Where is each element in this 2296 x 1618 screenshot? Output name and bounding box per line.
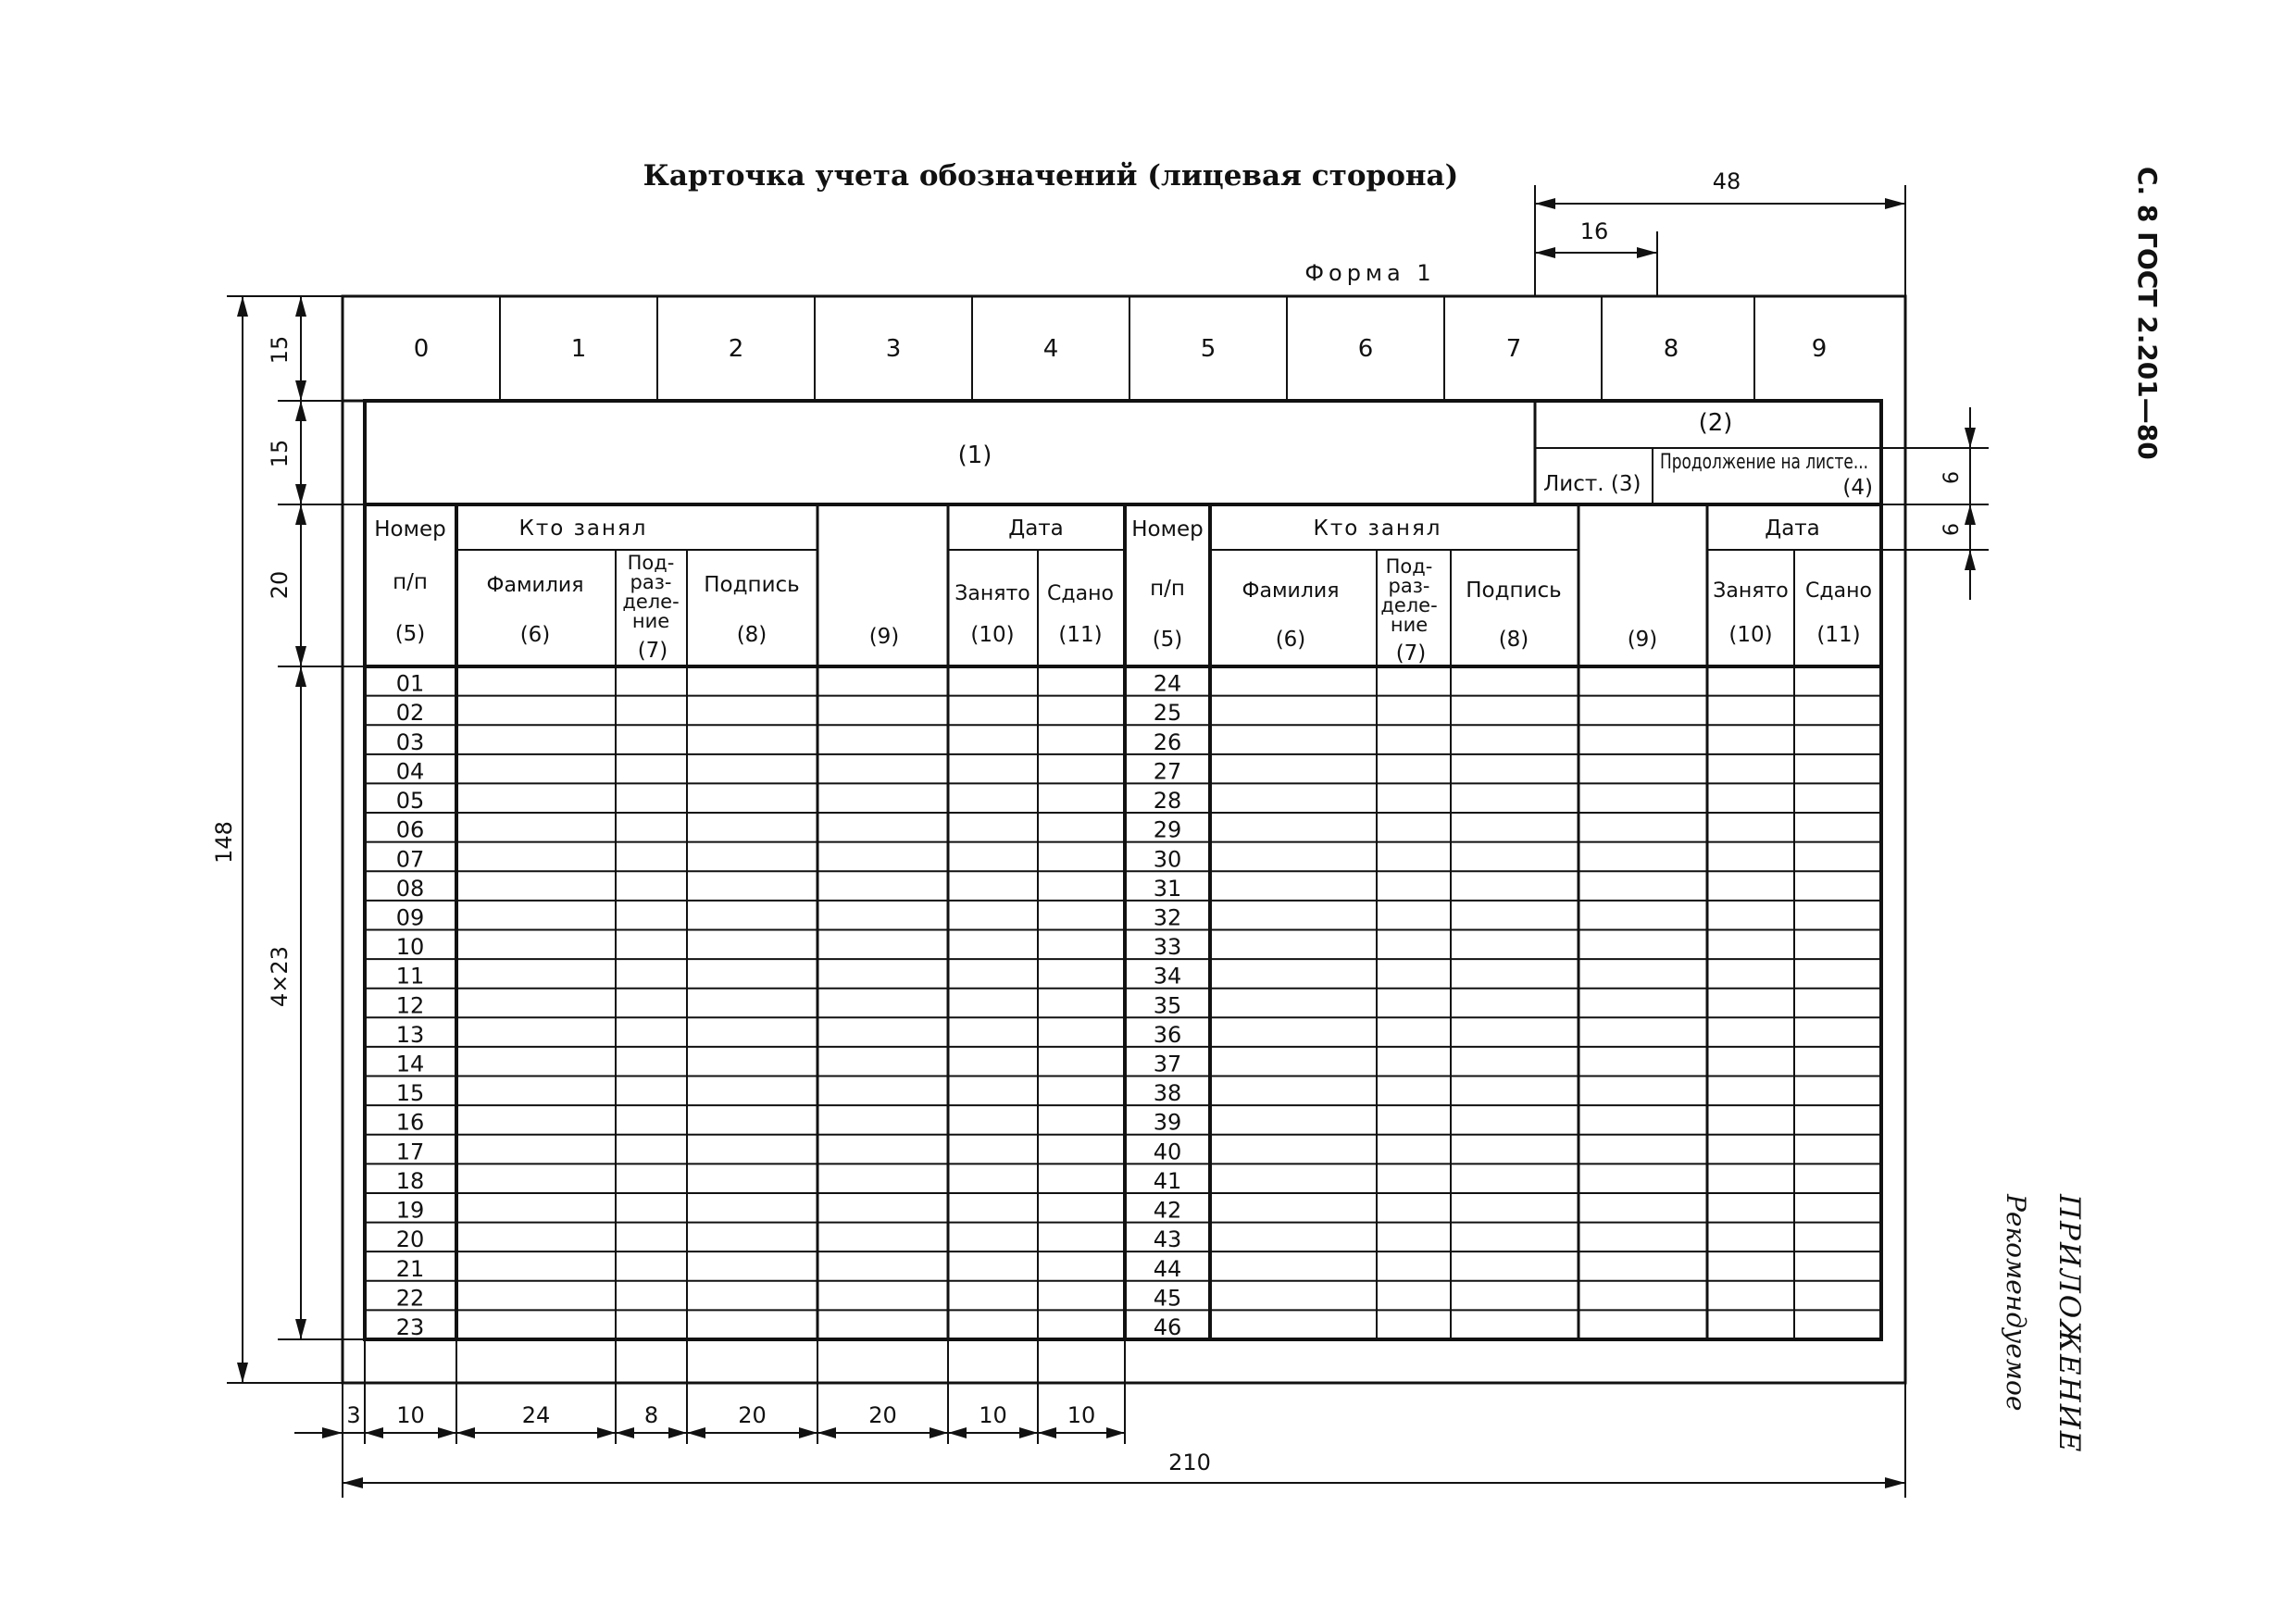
signature-code: (8) bbox=[736, 623, 767, 647]
row-number-left: 01 bbox=[395, 670, 425, 697]
number-label-right: Номер bbox=[1131, 517, 1204, 541]
number-code: (5) bbox=[394, 622, 426, 646]
row-number-right: 39 bbox=[1153, 1109, 1182, 1136]
dim-arrow bbox=[817, 1427, 836, 1438]
who-occupied-label: Кто занял bbox=[518, 517, 648, 541]
dim-top-sub: 16 bbox=[1579, 218, 1609, 244]
header-block bbox=[365, 401, 1881, 504]
dept-code: (7) bbox=[637, 639, 668, 663]
dim-column-width: 3 bbox=[346, 1402, 361, 1428]
number-label: Номер bbox=[374, 517, 446, 541]
dim-column-width: 20 bbox=[868, 1402, 897, 1428]
right-table-header bbox=[1131, 517, 1872, 666]
dim-arrow bbox=[668, 1427, 687, 1438]
taken-label: Занято bbox=[955, 582, 1030, 605]
signature-label-right: Подпись bbox=[1466, 579, 1562, 603]
col9-code: (9) bbox=[868, 625, 900, 649]
date-label-right: Дата bbox=[1765, 517, 1820, 541]
top-index-2: 2 bbox=[728, 335, 744, 363]
dim-column-width: 10 bbox=[396, 1402, 425, 1428]
surname-code: (6) bbox=[519, 623, 551, 647]
dim-right-a: 6 bbox=[1940, 471, 1964, 484]
left-table-header bbox=[374, 517, 1114, 663]
dim-row-a: 15 bbox=[267, 335, 293, 365]
returned-code-right: (11) bbox=[1816, 623, 1861, 647]
dim-arrow bbox=[1019, 1427, 1038, 1438]
top-index-8: 8 bbox=[1663, 335, 1679, 363]
dept-label-2-right: раз- bbox=[1388, 575, 1430, 597]
top-index-row bbox=[343, 296, 1827, 401]
top-index-9: 9 bbox=[1811, 335, 1828, 363]
dept-label-1-right: Под- bbox=[1385, 555, 1433, 578]
row-number-left: 05 bbox=[395, 788, 425, 815]
row-number-left: 18 bbox=[395, 1167, 425, 1194]
row-number-right: 46 bbox=[1153, 1314, 1182, 1340]
dimension-annotations bbox=[211, 168, 1989, 1498]
taken-code: (10) bbox=[970, 623, 1015, 647]
surname-code-right: (6) bbox=[1275, 628, 1306, 652]
dept-label-1: Под- bbox=[627, 552, 675, 574]
taken-label-right: Занято bbox=[1713, 579, 1789, 603]
dept-label-4-right: ние bbox=[1390, 614, 1429, 636]
dim-total-height: 148 bbox=[211, 821, 237, 864]
top-index-7: 7 bbox=[1505, 335, 1522, 363]
continued-on-sheet-label: Продолжение на листе... bbox=[1660, 451, 1868, 474]
signature-label: Подпись bbox=[704, 573, 800, 597]
dim-arrow bbox=[1106, 1427, 1125, 1438]
row-number-left: 23 bbox=[395, 1314, 425, 1340]
row-number-right: 38 bbox=[1153, 1080, 1182, 1107]
row-number-left: 11 bbox=[395, 963, 425, 989]
row-number-left: 10 bbox=[395, 934, 425, 961]
dim-arrow bbox=[687, 1427, 705, 1438]
row-number-right: 43 bbox=[1153, 1226, 1182, 1253]
top-index-0: 0 bbox=[413, 335, 430, 363]
returned-label: Сдано bbox=[1047, 582, 1114, 605]
dim-arrow bbox=[322, 1427, 343, 1438]
dept-label-4: ние bbox=[631, 610, 670, 632]
top-index-1: 1 bbox=[570, 335, 587, 363]
row-number-right: 42 bbox=[1153, 1197, 1182, 1224]
top-index-5: 5 bbox=[1200, 335, 1217, 363]
form-title: Карточка учета обозначений (лицевая сторона) bbox=[643, 159, 1459, 193]
signature-code-right: (8) bbox=[1498, 628, 1529, 652]
dim-arrow bbox=[456, 1427, 475, 1438]
continued-sheet-code: (4) bbox=[1842, 476, 1873, 500]
dim-column-width: 10 bbox=[979, 1402, 1007, 1428]
dim-arrow bbox=[438, 1427, 456, 1438]
surname-label-right: Фамилия bbox=[1242, 579, 1340, 603]
returned-label-right: Сдано bbox=[1805, 579, 1872, 603]
dim-arrow bbox=[948, 1427, 967, 1438]
dim-right-b: 6 bbox=[1940, 523, 1964, 536]
dim-column-width: 8 bbox=[643, 1402, 659, 1428]
number-sub-label: п/п bbox=[393, 570, 428, 594]
top-index-4: 4 bbox=[1042, 335, 1059, 363]
row-number-right: 27 bbox=[1153, 758, 1182, 785]
dim-top-width: 48 bbox=[1712, 168, 1741, 194]
top-index-3: 3 bbox=[885, 335, 902, 363]
date-label: Дата bbox=[1008, 517, 1064, 541]
row-number-left: 13 bbox=[395, 1021, 425, 1048]
row-number-right: 33 bbox=[1153, 934, 1182, 961]
field-2-label: (2) bbox=[1698, 409, 1733, 437]
row-number-left: 22 bbox=[395, 1285, 425, 1312]
dim-column-width: 20 bbox=[738, 1402, 767, 1428]
appendix-title: ПРИЛОЖЕНИЕ bbox=[2053, 1194, 2086, 1454]
appendix-subtitle: Рекомендуемое bbox=[2001, 1194, 2031, 1412]
row-number-right: 29 bbox=[1153, 816, 1182, 843]
sheet-number-label: Лист. (3) bbox=[1543, 472, 1641, 496]
row-number-right: 28 bbox=[1153, 788, 1182, 815]
field-1-label: (1) bbox=[957, 442, 992, 469]
row-number-right: 44 bbox=[1153, 1255, 1182, 1282]
row-number-right: 30 bbox=[1153, 846, 1182, 873]
row-number-left: 20 bbox=[395, 1226, 425, 1253]
row-number-left: 09 bbox=[395, 904, 425, 931]
row-number-column bbox=[396, 671, 1182, 1340]
dim-arrow bbox=[1038, 1427, 1056, 1438]
row-number-left: 15 bbox=[395, 1080, 425, 1107]
who-occupied-label-right: Кто занял bbox=[1313, 517, 1442, 541]
dept-label-3-right: деле- bbox=[1380, 594, 1438, 616]
dim-row-c: 20 bbox=[267, 570, 293, 600]
dept-label-3: деле- bbox=[622, 591, 680, 613]
dim-arrow bbox=[799, 1427, 817, 1438]
row-number-left: 04 bbox=[395, 758, 425, 785]
row-number-right: 40 bbox=[1153, 1139, 1182, 1165]
dim-rows: 4×23 bbox=[267, 946, 293, 1007]
dim-arrow bbox=[365, 1427, 383, 1438]
row-number-right: 35 bbox=[1153, 992, 1182, 1019]
page-header: С. 8 ГОСТ 2.201—80 bbox=[2132, 167, 2163, 460]
row-number-right: 26 bbox=[1153, 728, 1182, 755]
number-code-right: (5) bbox=[1152, 628, 1183, 652]
top-index-6: 6 bbox=[1357, 335, 1374, 363]
dim-total-width: 210 bbox=[1168, 1450, 1211, 1475]
row-number-left: 21 bbox=[395, 1255, 425, 1282]
row-number-left: 19 bbox=[395, 1197, 425, 1224]
row-number-right: 37 bbox=[1153, 1051, 1182, 1077]
dept-code-right: (7) bbox=[1395, 641, 1427, 666]
dept-label-2: раз- bbox=[630, 571, 672, 593]
row-number-right: 45 bbox=[1153, 1285, 1182, 1312]
row-number-right: 36 bbox=[1153, 1021, 1182, 1048]
dim-column-width: 10 bbox=[1067, 1402, 1096, 1428]
row-number-left: 02 bbox=[395, 700, 425, 727]
row-number-left: 12 bbox=[395, 992, 425, 1019]
surname-label: Фамилия bbox=[486, 574, 584, 597]
row-number-right: 24 bbox=[1153, 670, 1182, 697]
dim-column-width: 24 bbox=[521, 1402, 551, 1428]
row-number-left: 14 bbox=[395, 1051, 425, 1077]
row-number-left: 17 bbox=[395, 1139, 425, 1165]
row-number-right: 25 bbox=[1153, 700, 1182, 727]
row-number-left: 16 bbox=[395, 1109, 425, 1136]
dim-arrow bbox=[616, 1427, 634, 1438]
row-number-right: 34 bbox=[1153, 963, 1182, 989]
row-number-right: 41 bbox=[1153, 1167, 1182, 1194]
number-sub-label-right: п/п bbox=[1150, 577, 1185, 601]
row-number-right: 31 bbox=[1153, 875, 1182, 902]
dim-arrow bbox=[597, 1427, 616, 1438]
form-label: Форма 1 bbox=[1304, 260, 1436, 286]
returned-code: (11) bbox=[1058, 623, 1103, 647]
row-number-left: 03 bbox=[395, 728, 425, 755]
row-number-right: 32 bbox=[1153, 904, 1182, 931]
col9-code-right: (9) bbox=[1627, 628, 1658, 652]
row-number-left: 07 bbox=[395, 846, 425, 873]
dim-arrow bbox=[930, 1427, 948, 1438]
row-number-left: 08 bbox=[395, 875, 425, 902]
taken-code-right: (10) bbox=[1728, 623, 1773, 647]
dim-row-b: 15 bbox=[267, 439, 293, 468]
row-number-left: 06 bbox=[395, 816, 425, 843]
